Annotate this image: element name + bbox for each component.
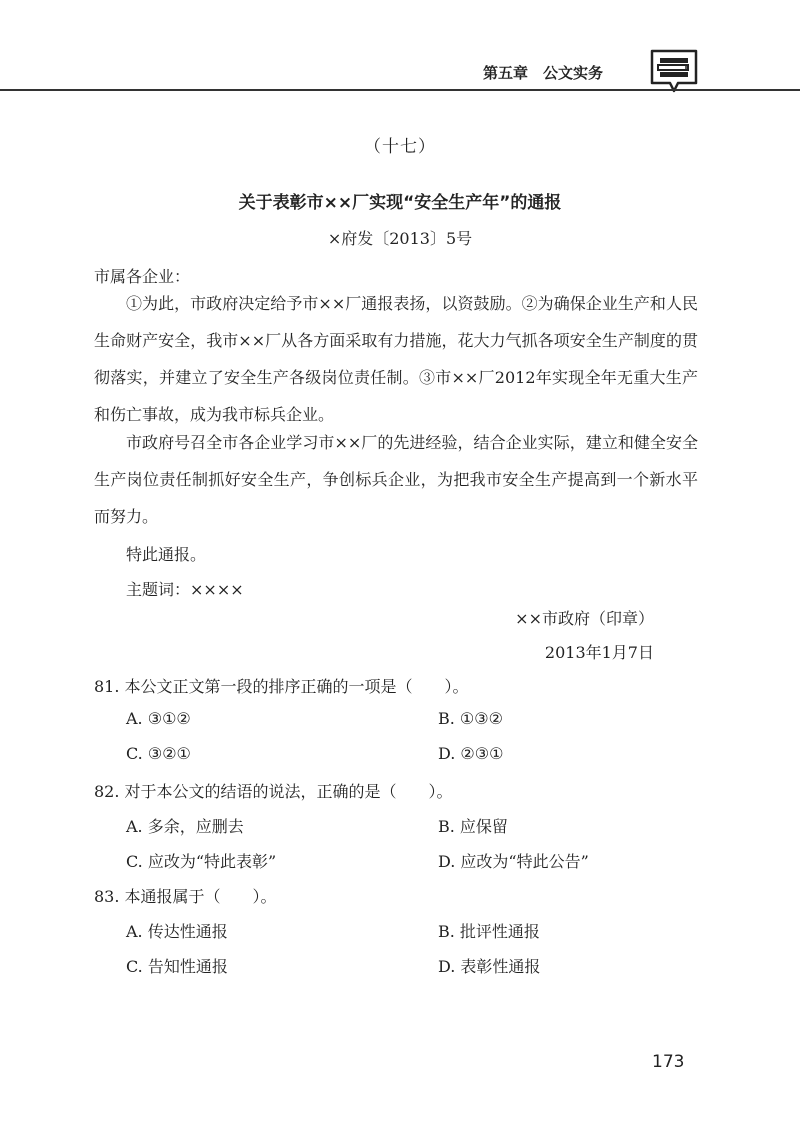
question-83: 83. 本通报属于（ ）。	[94, 887, 277, 906]
addressee: 市属各企业：	[94, 267, 191, 286]
subject-keywords: 主题词：××××	[126, 580, 244, 599]
document-title: 关于表彰市××厂实现“安全生产年”的通报	[238, 193, 562, 213]
question-81: 81. 本公文正文第一段的排序正确的一项是（ ）。	[94, 677, 469, 696]
question-82-option-b: B. 应保留	[438, 817, 508, 836]
document-number: ×府发〔2013〕5号	[327, 229, 473, 248]
body-paragraph-1: ①为此，市政府决定给予市××厂通报表扬，以资鼓励。②为确保企业生产和人民生命财产安全，我市××厂从各方面采取有力措施，花大力气抓各项安全生产制度的贯彻落实，并建立了安全生产各级岗位责任制。③市××厂2012年实现全年无重大生产和伤亡事故，成为我市标兵企业。	[94, 294, 698, 424]
question-82-option-c: C. 应改为“特此表彰”	[126, 852, 277, 871]
book-stack-icon	[648, 47, 700, 95]
question-81-option-a: A. ③①②	[126, 709, 191, 728]
question-82: 82. 对于本公文的结语的说法，正确的是（ ）。	[94, 782, 453, 801]
closing-phrase: 特此通报。	[126, 545, 207, 564]
question-81-option-c: C. ③②①	[126, 744, 191, 763]
question-83-option-b: B. 批评性通报	[438, 922, 540, 941]
header-rule	[0, 89, 800, 91]
body-paragraph-2: 市政府号召全市各企业学习市××厂的先进经验，结合企业实际，建立和健全安全生产岗位责任制抓好安全生产，争创标兵企业，为把我市安全生产提高到一个新水平而努力。	[94, 433, 698, 526]
chapter-title: 第五章 公文实务	[483, 64, 604, 82]
question-81-option-b: B. ①③②	[438, 709, 503, 728]
page-header	[0, 0, 800, 100]
question-83-option-d: D. 表彰性通报	[438, 957, 541, 976]
question-82-option-d: D. 应改为“特此公告”	[438, 852, 589, 871]
issuer-signature: ××市政府（印章）	[515, 609, 654, 628]
question-81-option-d: D. ②③①	[438, 744, 504, 763]
question-83-option-c: C. 告知性通报	[126, 957, 228, 976]
question-83-option-a: A. 传达性通报	[126, 922, 228, 941]
page-number: 173	[652, 1052, 685, 1072]
issue-date: 2013年1月7日	[544, 643, 654, 662]
question-82-option-a: A. 多余，应删去	[126, 817, 244, 836]
document-sequence: （十七）	[364, 137, 436, 157]
